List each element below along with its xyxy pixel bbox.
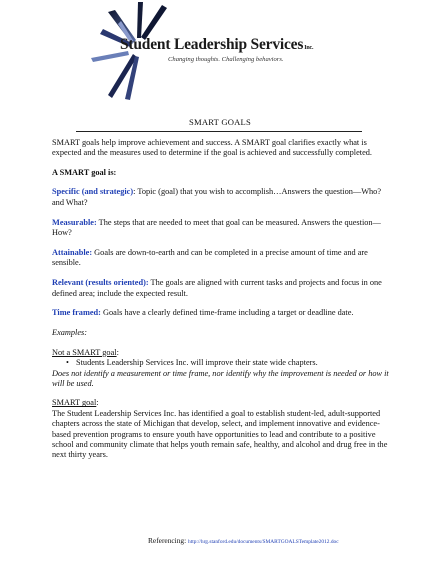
criterion-term: Relevant (results oriented): — [52, 278, 149, 288]
org-name-text: Student Leadership Services — [120, 36, 304, 53]
smart-paragraph: The Student Leadership Services Inc. has identified a goal to establish student-led, adult-supported chapters across the state of Michigan that develop, select, and implement innovative and evidence-based prevention programs to ensure youth have opportunities to lead and contribute to a positive school and community climate that helps youth remain safe, healthy, and alcohol and drug free in the next thirty years. — [52, 408, 388, 460]
not-smart-label: Not a SMART goal — [52, 347, 117, 357]
criterion-text: The steps that are needed to meet that goal can be measured. Answers the question—How? — [52, 217, 381, 237]
criterion-measurable — [52, 218, 392, 239]
colon: : — [96, 398, 99, 408]
criterion-text: Goals have a clearly defined time-frame including a target or deadline date. — [100, 308, 354, 318]
criterion-text: The goals are aligned with current tasks and projects and focus in one defined area; include the expected result. — [52, 278, 382, 298]
not-smart-note: Does not identify a measurement or time frame, nor identify why the improvement is needed or how it will be used. — [52, 368, 389, 388]
smart-label: SMART goal — [52, 398, 97, 408]
org-name — [120, 36, 313, 54]
intro-paragraph: SMART goals help improve achievement and success. A SMART goal clarifies exactly what is expected and the measures used to determine if the goal is achieved and successfully completed. — [52, 138, 373, 158]
criterion-term: Time framed: — [52, 308, 101, 318]
document-body — [52, 138, 392, 461]
criterion-attainable — [52, 248, 392, 269]
criterion-relevant — [52, 278, 392, 299]
criterion-time-framed — [52, 308, 392, 318]
criterion-text: Goals are down-to-earth and can be completed in a precise amount of time and are sensible. — [52, 247, 368, 268]
referencing-line — [148, 536, 339, 545]
criterion-term: Measurable: — [52, 217, 97, 227]
examples-label: Examples: — [52, 328, 88, 338]
not-smart-bullet: Students Leadership Services Inc. will improve their state wide chapters. — [76, 358, 318, 368]
criterion-specific — [52, 187, 392, 208]
criterion-term: Attainable: — [52, 247, 93, 257]
colon: : — [116, 347, 119, 357]
referencing-label: Referencing: — [148, 536, 187, 545]
goal-heading: A SMART goal is: — [52, 167, 117, 177]
title-divider — [76, 131, 362, 132]
referencing-link[interactable]: http://hrg.stanford.edu/documents/SMARTGOALSTemplate2012.doc — [188, 539, 339, 545]
bullet-dot-icon: • — [66, 358, 69, 368]
list-item — [52, 358, 392, 368]
criterion-term: Specific (and strategic) — [52, 187, 134, 197]
org-suffix: Inc. — [304, 45, 314, 51]
document-title: SMART GOALS — [189, 117, 251, 127]
org-tagline: Changing thoughts. Challenging behaviors. — [168, 56, 284, 63]
criterion-text: : Topic (goal) that you wish to accomplish…Answers the question—Who? and What? — [52, 187, 382, 207]
not-smart-heading — [52, 348, 392, 358]
smart-heading — [52, 398, 392, 408]
